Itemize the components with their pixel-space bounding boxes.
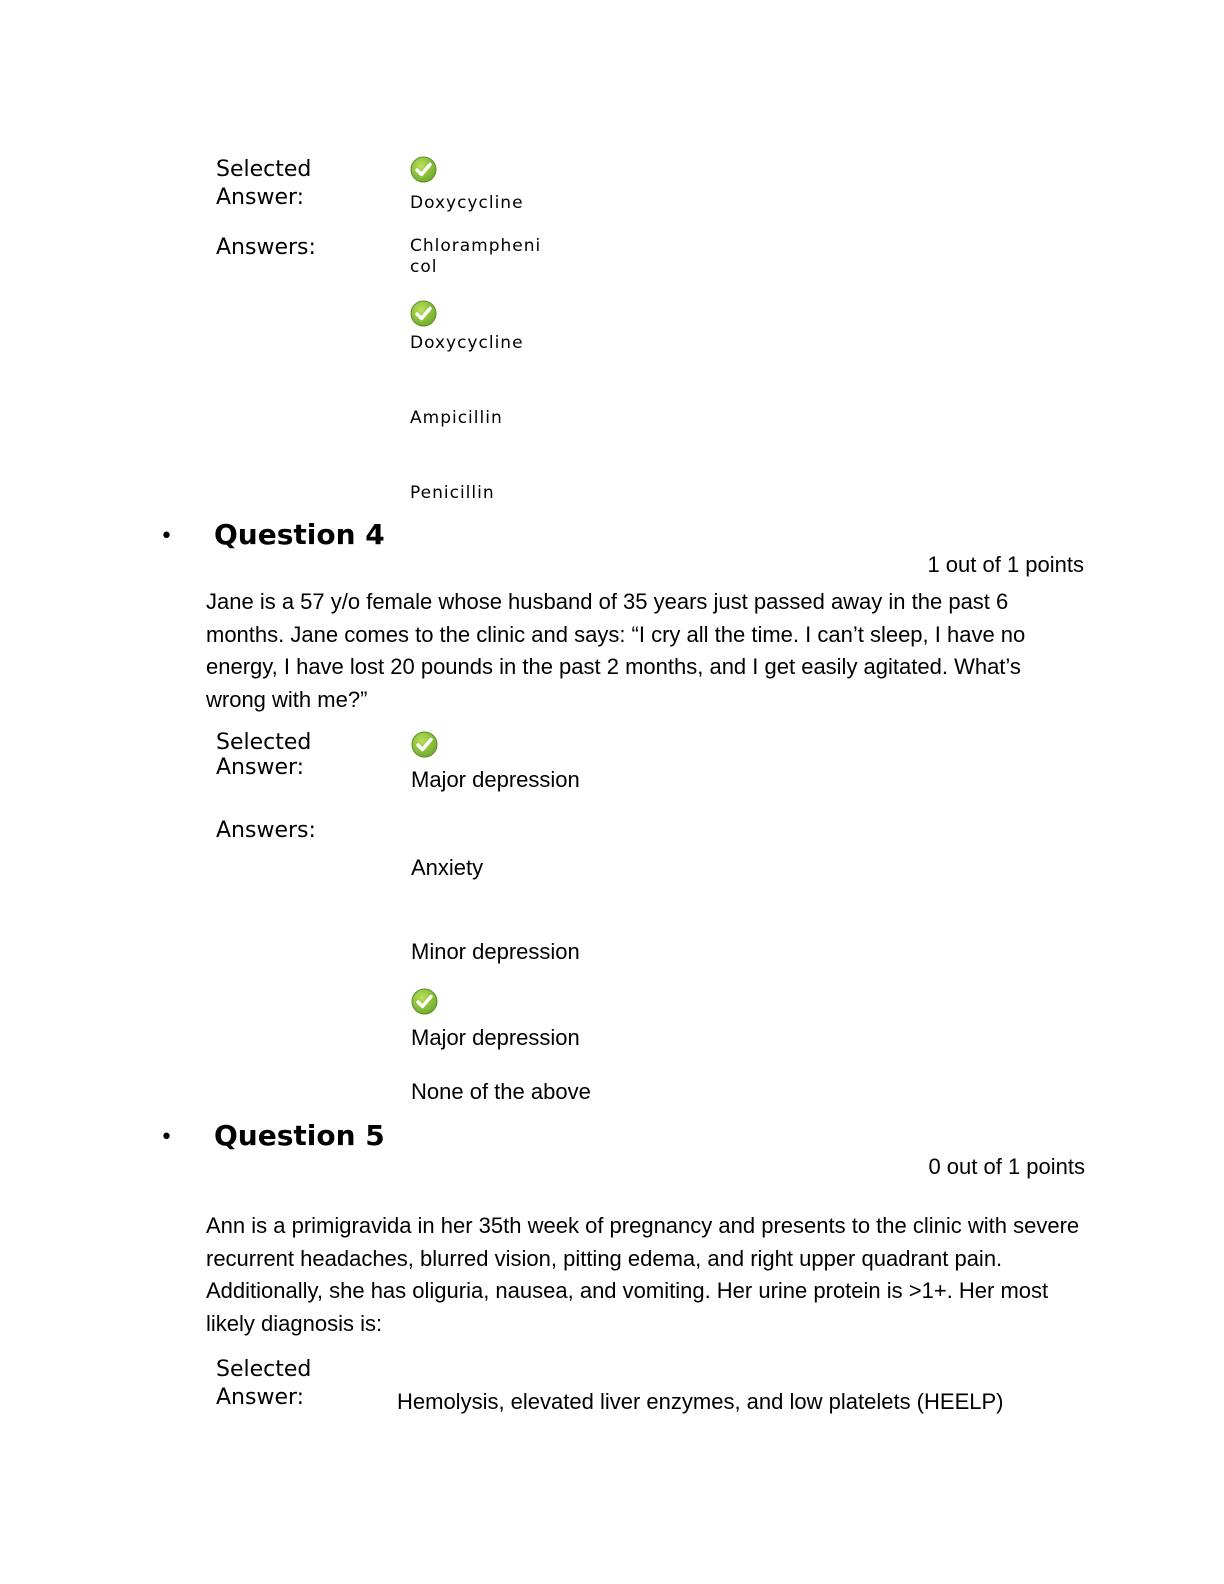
question-title: Question 5 — [214, 1119, 385, 1152]
answer-option: Minor depression — [411, 939, 580, 964]
selected-answer-value: Major depression — [411, 767, 580, 792]
answer-option: Chlorampheni col — [410, 236, 542, 277]
answer-option: Anxiety — [411, 855, 484, 880]
correct-check-icon — [411, 988, 438, 1015]
points-score: 1 out of 1 points — [927, 552, 1084, 577]
correct-check-icon — [411, 731, 438, 758]
points-score: 0 out of 1 points — [928, 1154, 1085, 1179]
correct-check-icon — [410, 156, 437, 183]
answer-option: Ampicillin — [410, 408, 503, 428]
answer-option: Doxycycline — [410, 333, 524, 353]
selected-answer-label: Selected Answer: — [216, 1357, 312, 1410]
answers-label: Answers: — [216, 818, 316, 843]
question-text: Jane is a 57 y/o female whose husband of 35 years just passed away in the past 6 months. Jane comes to the clinic and says: “I cry all the time. I can’t sleep, I have no energy, I have lost 20 pounds in the past 2 months, and I get easily agitated. What’s wrong with me?” — [206, 589, 1026, 712]
selected-answer-value: Hemolysis, elevated liver enzymes, and low platelets (HEELP) — [397, 1389, 1004, 1414]
correct-check-icon — [410, 300, 437, 327]
question-title: Question 4 — [214, 518, 385, 551]
selected-answer-value: Doxycycline — [410, 193, 524, 213]
question-text: Ann is a primigravida in her 35th week of pregnancy and presents to the clinic with severe recurrent headaches, blurred vision, pitting edema, and right upper quadrant pain. Additionally, she has oliguria, nausea, and vomiting. Her urine protein is >1+. Her most likely diagnosis is: — [206, 1213, 1080, 1336]
bullet: • — [160, 524, 173, 549]
selected-answer-label: Selected Answer: — [216, 157, 312, 210]
answers-label: Answers: — [216, 235, 316, 260]
bullet: • — [160, 1125, 173, 1150]
answer-option: Major depression — [411, 1025, 580, 1050]
selected-answer-label: Selected Answer: — [216, 730, 312, 780]
answer-option: None of the above — [411, 1079, 591, 1104]
answer-option: Penicillin — [410, 483, 495, 503]
